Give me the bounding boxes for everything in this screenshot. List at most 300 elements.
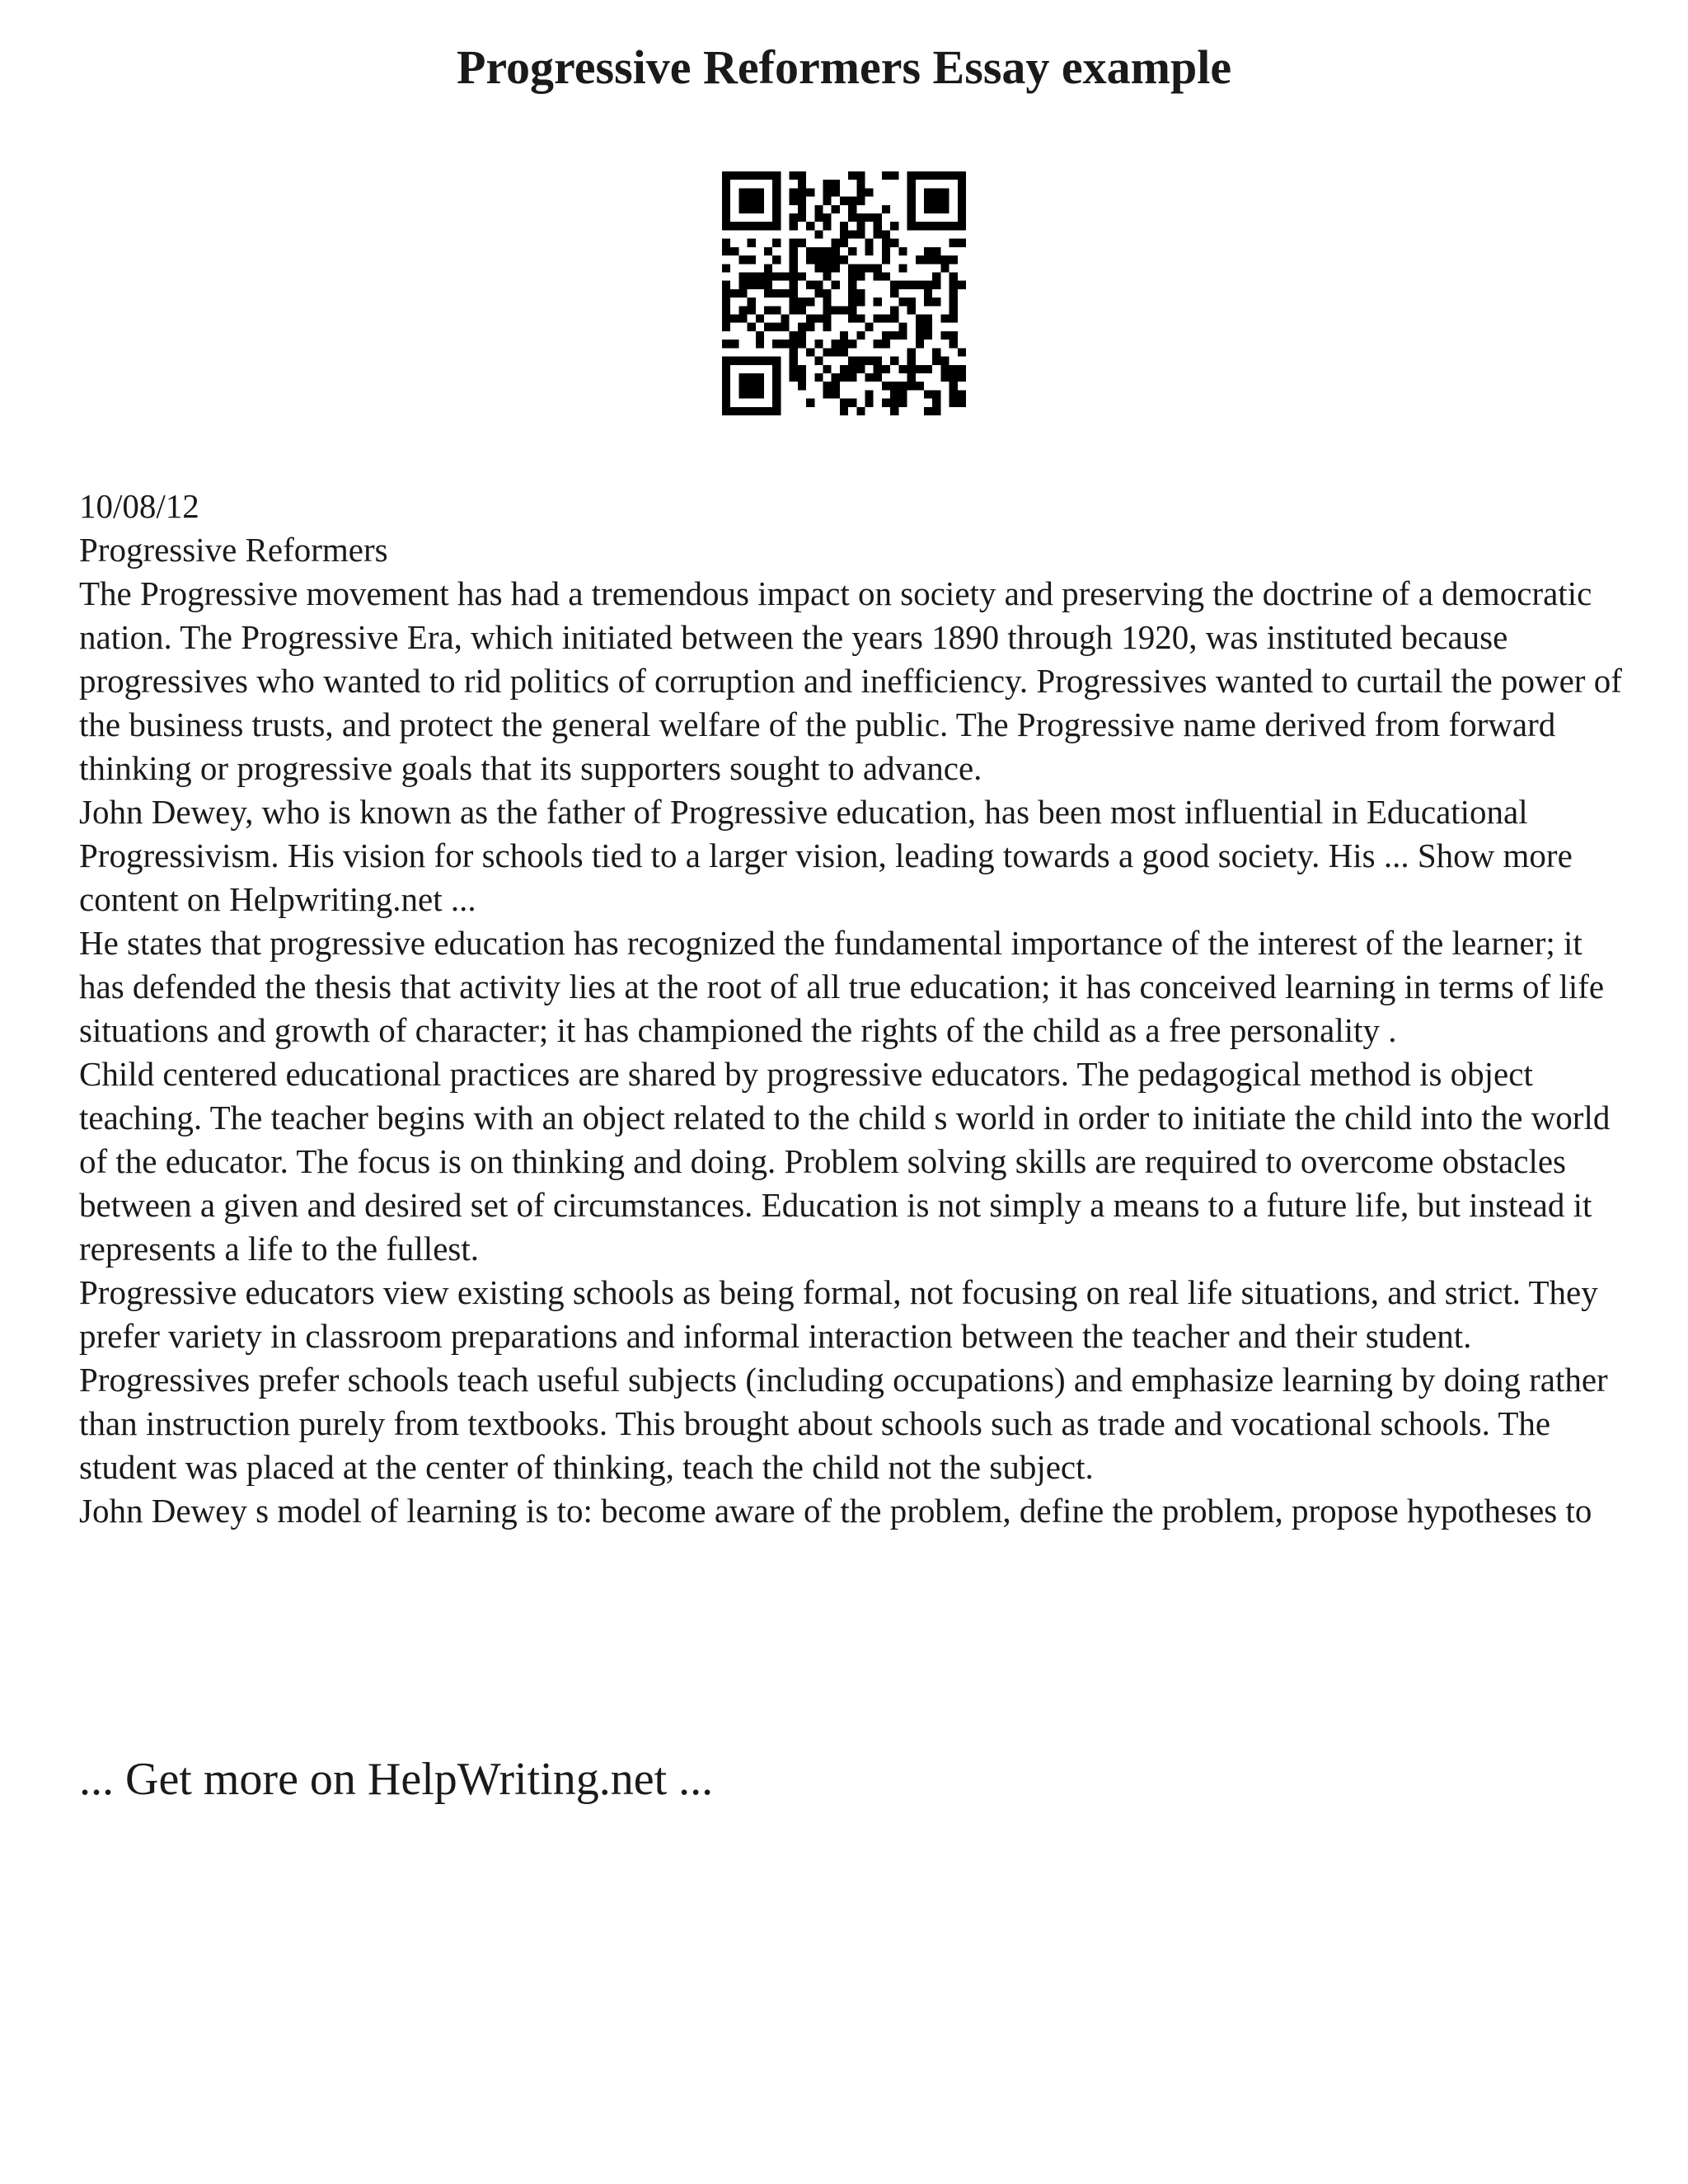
qr-module [958, 180, 966, 188]
qr-module [756, 272, 764, 280]
qr-module [882, 315, 890, 323]
qr-module [798, 205, 806, 213]
qr-module [856, 171, 865, 180]
qr-module [764, 407, 772, 415]
qr-module [950, 272, 958, 280]
qr-module [865, 357, 874, 365]
qr-module [848, 298, 856, 306]
qr-module [772, 197, 781, 205]
qr-module [790, 365, 798, 373]
qr-module [940, 315, 949, 323]
qr-module [814, 373, 823, 382]
qr-module [814, 264, 823, 272]
qr-module [932, 272, 940, 280]
qr-module [924, 323, 932, 331]
qr-module [916, 340, 924, 348]
qr-module [890, 357, 898, 365]
qr-module [764, 222, 772, 230]
qr-module [865, 213, 874, 222]
essay-paragraph: The Progressive movement has had a tremendous impact on society and preserving the doctrine of a democratic nation. The Progressive Era, which initiated between the years 1890 through 1920, was instituted because progressives who wanted to rid politics of corruption and inefficiency. Progressives wanted to curtail the power of the business trusts, and protect the general welfare of the public. The Progressive name derived from forward thinking or progressive goals that its supporters sought to advance. [79, 574, 1622, 787]
qr-module [730, 289, 738, 298]
qr-module [940, 197, 949, 205]
qr-module [756, 373, 764, 382]
qr-module [950, 382, 958, 390]
qr-module [790, 357, 798, 365]
qr-module [950, 365, 958, 373]
qr-module [738, 255, 747, 264]
qr-module [764, 272, 772, 280]
qr-module [874, 222, 882, 230]
qr-module [748, 272, 756, 280]
qr-module [840, 197, 848, 205]
qr-module [898, 323, 907, 331]
qr-module [722, 180, 730, 188]
qr-module [898, 365, 907, 373]
qr-module [882, 247, 890, 255]
qr-module [907, 171, 916, 180]
qr-module [890, 306, 898, 314]
qr-module [772, 222, 781, 230]
qr-module [932, 197, 940, 205]
qr-module [806, 315, 814, 323]
essay-body [79, 485, 1629, 1533]
qr-module [756, 382, 764, 390]
qr-module [958, 188, 966, 196]
qr-module [924, 188, 932, 196]
qr-module [832, 382, 840, 390]
qr-module [722, 247, 730, 255]
qr-module [722, 188, 730, 196]
qr-module [748, 255, 756, 264]
qr-module [932, 255, 940, 264]
qr-module [916, 171, 924, 180]
qr-module [916, 331, 924, 340]
qr-module [772, 180, 781, 188]
qr-module [772, 171, 781, 180]
qr-module [940, 188, 949, 196]
qr-module [738, 407, 747, 415]
qr-module [798, 188, 806, 196]
qr-module [848, 357, 856, 365]
qr-module [722, 289, 730, 298]
qr-module [840, 255, 848, 264]
qr-module [840, 373, 848, 382]
qr-module [882, 171, 890, 180]
qr-module [848, 171, 856, 180]
qr-module [924, 247, 932, 255]
qr-module [806, 188, 814, 196]
qr-module [890, 390, 898, 398]
qr-module [950, 331, 958, 340]
qr-module [790, 289, 798, 298]
qr-module [722, 390, 730, 398]
essay-paragraph: John Dewey s model of learning is to: become aware of the problem, define the problem, propose hypotheses to [79, 1492, 1592, 1530]
qr-module [940, 365, 949, 373]
qr-module [848, 264, 856, 272]
qr-module [764, 289, 772, 298]
qr-module [790, 188, 798, 196]
qr-module [772, 373, 781, 382]
qr-module [924, 205, 932, 213]
qr-module [856, 407, 865, 415]
qr-module [738, 390, 747, 398]
qr-module [856, 365, 865, 373]
qr-module [856, 197, 865, 205]
qr-module [898, 247, 907, 255]
qr-module [898, 399, 907, 407]
qr-module [950, 399, 958, 407]
qr-module [722, 357, 730, 365]
qr-module [823, 197, 831, 205]
qr-module [748, 197, 756, 205]
qr-module [722, 171, 730, 180]
qr-module [764, 306, 772, 314]
qr-module [924, 255, 932, 264]
qr-module [781, 272, 789, 280]
qr-module [722, 306, 730, 314]
qr-module [722, 340, 730, 348]
qr-module [738, 357, 747, 365]
qr-module [756, 407, 764, 415]
qr-module [722, 399, 730, 407]
qr-module [874, 340, 882, 348]
qr-module [890, 382, 898, 390]
qr-module [848, 230, 856, 238]
qr-module [890, 289, 898, 298]
qr-module [898, 281, 907, 289]
qr-module [932, 171, 940, 180]
qr-module [798, 171, 806, 180]
qr-module [924, 390, 932, 398]
essay-heading: Progressive Reformers [79, 531, 388, 569]
qr-module [823, 298, 831, 306]
qr-module [772, 382, 781, 390]
qr-module [790, 306, 798, 314]
qr-module [856, 298, 865, 306]
qr-module [738, 315, 747, 323]
qr-module [823, 365, 831, 373]
qr-module [764, 171, 772, 180]
get-more-link[interactable]: ... Get more on HelpWriting.net ... [79, 1754, 714, 1805]
qr-module [722, 323, 730, 331]
qr-module [722, 365, 730, 373]
qr-module [772, 289, 781, 298]
qr-module [882, 365, 890, 373]
qr-module [814, 281, 823, 289]
qr-module [848, 315, 856, 323]
qr-module [814, 340, 823, 348]
qr-module [924, 197, 932, 205]
qr-module [950, 390, 958, 398]
qr-module [798, 239, 806, 247]
qr-module [848, 399, 856, 407]
qr-module [907, 306, 916, 314]
qr-module [790, 239, 798, 247]
qr-module [756, 331, 764, 340]
qr-module [856, 289, 865, 298]
qr-module [756, 222, 764, 230]
qr-module [874, 357, 882, 365]
qr-module [738, 382, 747, 390]
qr-module [958, 373, 966, 382]
qr-module [738, 373, 747, 382]
qr-module [764, 357, 772, 365]
qr-module [798, 365, 806, 373]
qr-module [950, 315, 958, 323]
qr-module [940, 264, 949, 272]
qr-module [874, 272, 882, 280]
qr-module [856, 331, 865, 340]
qr-module [832, 255, 840, 264]
qr-module [748, 205, 756, 213]
essay-date: 10/08/12 [79, 487, 199, 525]
qr-module [772, 205, 781, 213]
qr-module [907, 365, 916, 373]
qr-module [882, 382, 890, 390]
qr-module [856, 357, 865, 365]
qr-module [790, 255, 798, 264]
qr-module [932, 348, 940, 356]
qr-module [958, 390, 966, 398]
qr-module [856, 213, 865, 222]
qr-module [823, 188, 831, 196]
document-title: Progressive Reformers Essay example [456, 40, 1232, 94]
qr-module [772, 357, 781, 365]
qr-module [907, 373, 916, 382]
qr-module [932, 390, 940, 398]
qr-module [958, 205, 966, 213]
qr-module [840, 348, 848, 356]
qr-module [865, 323, 874, 331]
qr-module [840, 222, 848, 230]
qr-module [882, 255, 890, 264]
qr-module [756, 390, 764, 398]
qr-module [814, 315, 823, 323]
qr-module [814, 357, 823, 365]
qr-module [924, 281, 932, 289]
qr-module [916, 315, 924, 323]
qr-module [958, 213, 966, 222]
qr-module [874, 264, 882, 272]
qr-module [856, 264, 865, 272]
qr-module [882, 205, 890, 213]
qr-module [932, 281, 940, 289]
qr-module [798, 180, 806, 188]
qr-module [924, 315, 932, 323]
essay-paragraph: John Dewey, who is known as the father of Progressive education, has been most influential in Educational Progressivism. His vision for schools tied to a larger vision, leading towards a good society. His ... Show more content on Helpwriting.net ... [79, 793, 1573, 918]
qr-module [722, 213, 730, 222]
qr-module [932, 298, 940, 306]
qr-module [924, 407, 932, 415]
qr-module [781, 340, 789, 348]
qr-module [848, 197, 856, 205]
qr-module [722, 298, 730, 306]
qr-module [932, 357, 940, 365]
qr-module [958, 222, 966, 230]
qr-module [856, 188, 865, 196]
qr-module [790, 171, 798, 180]
qr-module [814, 289, 823, 298]
qr-module [823, 213, 831, 222]
qr-module [823, 180, 831, 188]
qr-module [907, 357, 916, 365]
qr-module [730, 222, 738, 230]
qr-module [823, 390, 831, 398]
qr-module [823, 289, 831, 298]
qr-module [823, 247, 831, 255]
qr-module [722, 382, 730, 390]
qr-module [823, 222, 831, 230]
qr-module [907, 382, 916, 390]
qr-module [738, 197, 747, 205]
qr-module [924, 222, 932, 230]
qr-module [950, 373, 958, 382]
qr-module [756, 205, 764, 213]
qr-module [781, 323, 789, 331]
qr-module [781, 289, 789, 298]
qr-module [865, 373, 874, 382]
qr-module [865, 390, 874, 398]
qr-module [940, 373, 949, 382]
qr-module [730, 340, 738, 348]
qr-module [772, 239, 781, 247]
qr-module [722, 222, 730, 230]
qr-module [798, 340, 806, 348]
qr-module [832, 390, 840, 398]
qr-module [832, 264, 840, 272]
qr-module [738, 171, 747, 180]
qr-module [898, 298, 907, 306]
qr-module [823, 323, 831, 331]
qr-module [840, 331, 848, 340]
qr-module [772, 255, 781, 264]
qr-module [790, 264, 798, 272]
qr-module [882, 239, 890, 247]
qr-module [790, 348, 798, 356]
qr-module [940, 171, 949, 180]
qr-module [730, 315, 738, 323]
qr-module [798, 323, 806, 331]
qr-module [874, 373, 882, 382]
qr-module [924, 365, 932, 373]
qr-module [916, 255, 924, 264]
qr-module [840, 340, 848, 348]
qr-module [798, 331, 806, 340]
qr-module [756, 197, 764, 205]
qr-module [932, 407, 940, 415]
qr-module [840, 306, 848, 314]
qr-module [958, 197, 966, 205]
qr-module [806, 323, 814, 331]
qr-module [748, 390, 756, 398]
qr-module [856, 230, 865, 238]
qr-module [798, 213, 806, 222]
qr-module [823, 272, 831, 280]
qr-module [848, 306, 856, 314]
qr-module [722, 205, 730, 213]
qr-module [756, 315, 764, 323]
qr-module [882, 230, 890, 238]
qr-module [950, 255, 958, 264]
qr-module [890, 171, 898, 180]
qr-module [814, 247, 823, 255]
qr-module [840, 399, 848, 407]
qr-module [806, 247, 814, 255]
qr-module [882, 399, 890, 407]
qr-module [814, 213, 823, 222]
qr-module [748, 373, 756, 382]
qr-module [832, 205, 840, 213]
qr-module [772, 213, 781, 222]
qr-module [840, 365, 848, 373]
qr-module [738, 272, 747, 280]
qr-module [898, 331, 907, 340]
qr-module [840, 407, 848, 415]
qr-module [950, 306, 958, 314]
qr-module [874, 298, 882, 306]
qr-module [856, 315, 865, 323]
qr-module [772, 365, 781, 373]
qr-module [764, 323, 772, 331]
qr-module [730, 247, 738, 255]
qr-module [798, 373, 806, 382]
qr-module [865, 247, 874, 255]
qr-module [832, 373, 840, 382]
qr-module [924, 171, 932, 180]
qr-module [848, 365, 856, 373]
qr-module [958, 171, 966, 180]
qr-module [738, 205, 747, 213]
qr-module [722, 281, 730, 289]
qr-module [790, 222, 798, 230]
qr-module [907, 298, 916, 306]
qr-module [748, 323, 756, 331]
qr-module [907, 348, 916, 356]
qr-module [722, 264, 730, 272]
qr-module [748, 357, 756, 365]
qr-module [748, 239, 756, 247]
qr-module [748, 171, 756, 180]
qr-module [772, 399, 781, 407]
qr-module [756, 281, 764, 289]
qr-module [772, 306, 781, 314]
qr-module [907, 188, 916, 196]
qr-module [738, 281, 747, 289]
qr-module [806, 298, 814, 306]
qr-module [940, 255, 949, 264]
qr-module [940, 357, 949, 365]
qr-module [958, 399, 966, 407]
qr-module [772, 188, 781, 196]
qr-module [958, 365, 966, 373]
qr-module [856, 180, 865, 188]
qr-module [814, 230, 823, 238]
qr-module [772, 390, 781, 398]
qr-module [823, 306, 831, 314]
qr-module [848, 213, 856, 222]
qr-module [798, 382, 806, 390]
qr-module [790, 213, 798, 222]
essay-paragraph: He states that progressive education has recognized the fundamental importance of the interest of the learner; it has defended the thesis that activity lies at the root of all true education; it has conceived learning in terms of life situations and growth of character; it has championed the rights of the child as a free personality . [79, 924, 1605, 1049]
qr-module [874, 230, 882, 238]
qr-module [823, 264, 831, 272]
qr-module [907, 222, 916, 230]
qr-module [898, 390, 907, 398]
qr-module [924, 298, 932, 306]
qr-module [848, 281, 856, 289]
qr-module [848, 340, 856, 348]
qr-module [798, 306, 806, 314]
